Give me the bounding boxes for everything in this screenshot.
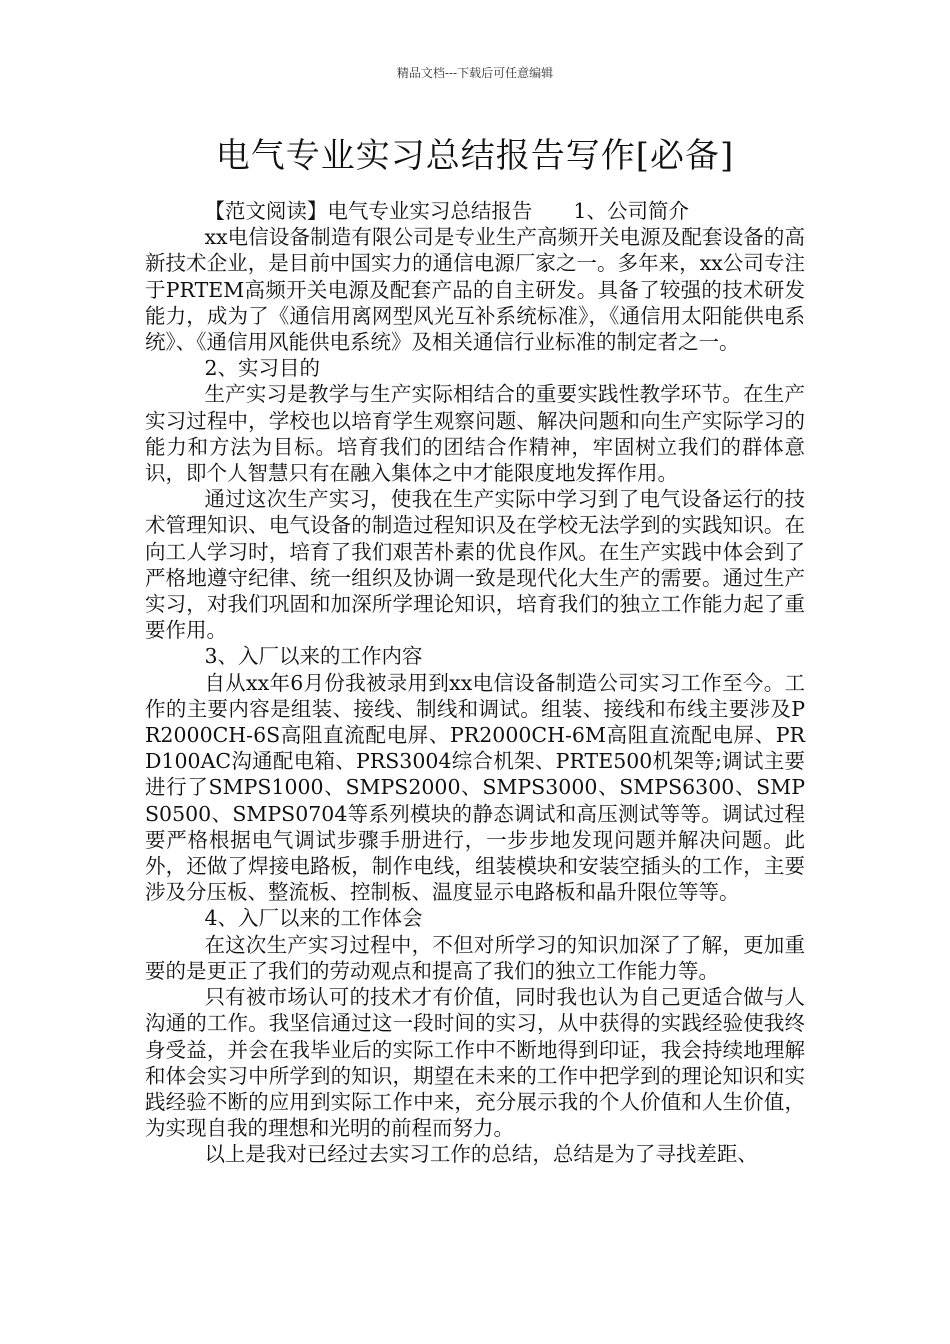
work-content-paragraph: 自从xx年6月份我被录用到xx电信设备制造公司实习工作至今。工作的主要内容是组装、接线、制线和调试。组装、接线和布线主要涉及PR2000CH-6S高阻直流配电屏、PR2000CH-6M高阻直流配电屏、PRD100AC沟通配电箱、PRS3004综合机架、PRTE500机架等;调试主要进行了SMPS1000、SMPS2000、SMPS3000、SMPS6300、SMPS0500、SMPS0704等系列模块的静态调试和高压测试等等。调试过程要严格根据电气调试步骤手册进行，一步步地发现问题并解决问题。此外，还做了焊接电路板，制作电线，组装模块和安装空插头的工作，主要涉及分压板、整流板、控制板、温度显示电路板和晶升限位等等。 [145,670,805,905]
document-title: 电气专业实习总结报告写作[必备] [215,136,735,176]
experience-paragraph-1: 在这次生产实习过程中，不但对所学习的知识加深了了解，更加重要的是更正了我们的劳动观点和提高了我们的独立工作能力等。 [145,932,805,983]
section-heading-purpose: 2、实习目的 [204,356,320,381]
header-note: 精品文档---下载后可任意编辑 [396,66,554,80]
closing-paragraph: 以上是我对已经过去实习工作的总结，总结是为了寻找差距、 [204,1142,758,1167]
document-body [145,198,805,1168]
intro-paragraph: 【范文阅读】电气专业实习总结报告 1、公司简介 [204,199,689,223]
purpose-paragraph-2: 通过这次生产实习，使我在生产实际中学习到了电气设备运行的技术管理知识、电气设备的制造过程知识及在学校无法学到的实践知识。在向工人学习时，培育了我们艰苦朴素的优良作风。在生产实践中体会到了严格地遵守纪律、统一组织及协调一致是现代化大生产的需要。通过生产实习，对我们巩固和加深所学理论知识，培育我们的独立工作能力起了重要作用。 [145,487,805,643]
section-heading-experience: 4、入厂以来的工作体会 [204,906,423,931]
experience-paragraph-2: 只有被市场认可的技术才有价值，同时我也认为自己更适合做与人沟通的工作。我坚信通过这一段时间的实习，从中获得的实践经验使我终身受益，并会在我毕业后的实际工作中不断地得到印证，我会持续地理解和体会实习中所学到的知识，期望在未来的工作中把学到的理论知识和实践经验不断的应用到实际工作中来，充分展示我的个人价值和人生价值，为实现自我的理想和光明的前程而努力。 [145,985,805,1141]
company-paragraph: xx电信设备制造有限公司是专业生产高频开关电源及配套设备的高新技术企业，是目前中国实力的通信电源厂家之一。多年来，xx公司专注于PRTEM高频开关电源及配套产品的自主研发。具备了较强的技术研发能力，成为了《通信用离网型风光互补系统标准》，《通信用太阳能供电系统》、《通信用风能供电系统》及相关通信行业标准的制定者之一。 [145,225,805,355]
purpose-paragraph-1: 生产实习是教学与生产实际相结合的重要实践性教学环节。在生产实习过程中，学校也以培育学生观察问题、解决问题和向生产实际学习的能力和方法为目标。培育我们的团结合作精神，牢固树立我们的群体意识，即个人智慧只有在融入集体之中才能限度地发挥作用。 [145,382,805,486]
section-heading-work-content: 3、入厂以来的工作内容 [204,644,423,669]
